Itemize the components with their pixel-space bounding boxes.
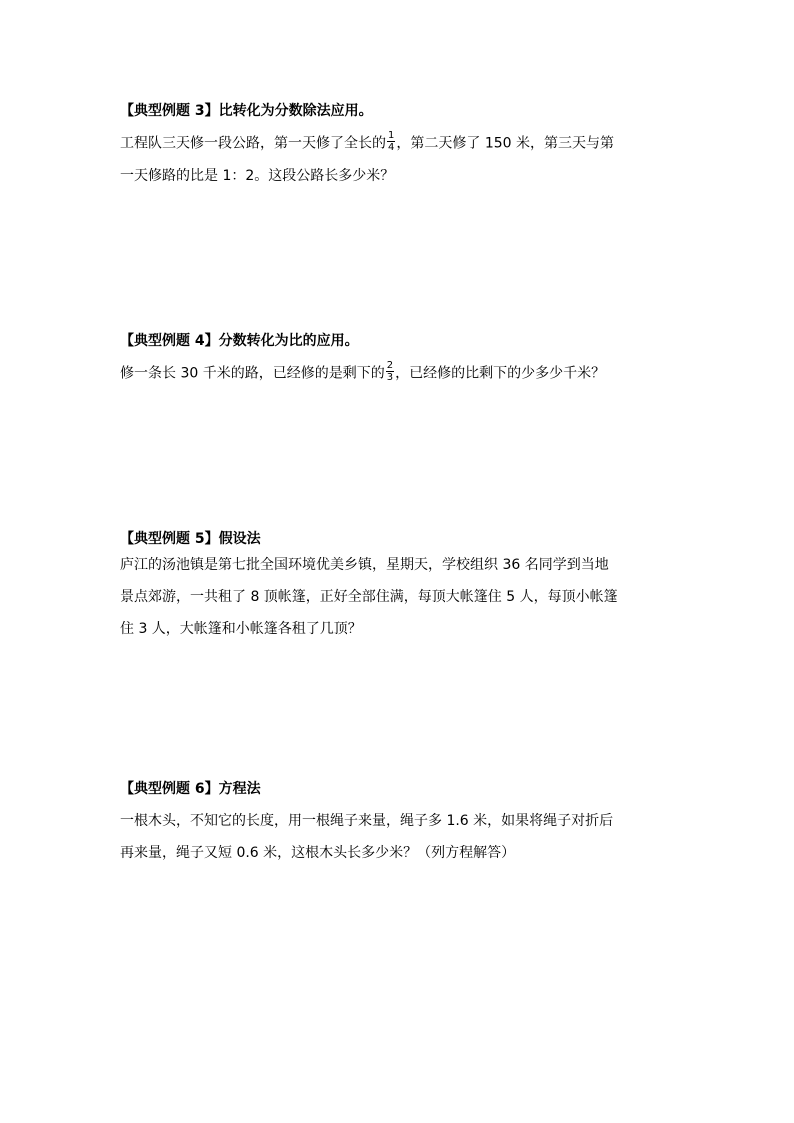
example-text: 工程队三天修一段公路，第一天修了全长的 bbox=[120, 135, 386, 152]
example-text: ，第二天修了 150 米，第三天与第 bbox=[396, 135, 614, 152]
fraction-denominator: 4 bbox=[388, 142, 395, 153]
example-title: 【典型例题 3】比转化为分数除法应用。 bbox=[120, 103, 373, 119]
example-text: ，已经修的比剩下的少多少千米？ bbox=[395, 365, 606, 382]
example-6 bbox=[120, 778, 700, 864]
fraction-numerator: 1 bbox=[388, 130, 395, 141]
example-title: 【典型例题 6】方程法 bbox=[120, 781, 261, 797]
example-text: 修一条长 30 千米的路，已经修的是剩下的 bbox=[120, 365, 385, 382]
example-title: 【典型例题 5】假设法 bbox=[120, 531, 261, 547]
example-text-line: 住 3 人，大帐篷和小帐篷各租了几顶？ bbox=[120, 621, 362, 637]
example-text-line bbox=[120, 362, 700, 385]
example-text-line: 一天修路的比是 1：2。这段公路长多少米？ bbox=[120, 168, 395, 184]
example-text-line: 景点郊游，一共租了 8 顶帐篷，正好全部住满，每顶大帐篷住 5 人，每顶小帐篷 bbox=[120, 589, 618, 605]
example-text-line: 一根木头，不知它的长度，用一根绳子来量，绳子多 1.6 米，如果将绳子对折后 bbox=[120, 813, 614, 829]
example-text-line: 再来量，绳子又短 0.6 米，这根木头长多少米？（列方程解答） bbox=[120, 845, 516, 861]
fraction bbox=[386, 360, 394, 383]
example-text-line bbox=[120, 132, 700, 155]
example-3 bbox=[120, 100, 700, 187]
example-4 bbox=[120, 330, 700, 385]
fraction-denominator: 3 bbox=[386, 372, 394, 383]
fraction-numerator: 2 bbox=[386, 360, 394, 371]
example-text-line: 庐江的汤池镇是第七批全国环境优美乡镇，星期天，学校组织 36 名同学到当地 bbox=[120, 557, 609, 573]
fraction bbox=[387, 130, 395, 153]
example-title: 【典型例题 4】分数转化为比的应用。 bbox=[120, 333, 359, 349]
example-5 bbox=[120, 528, 700, 640]
